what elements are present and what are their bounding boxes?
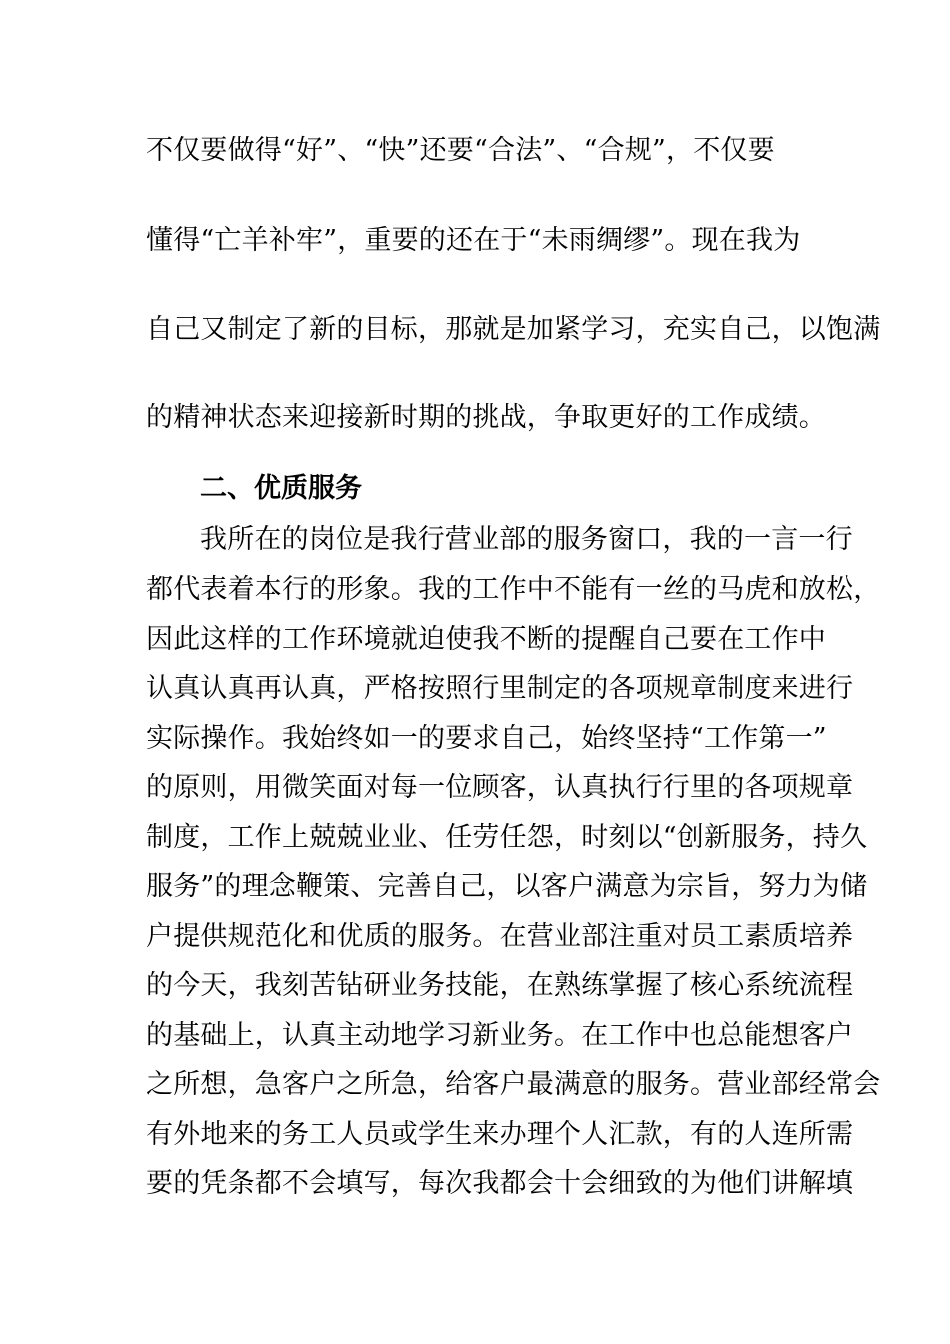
paragraph-line: 有外地来的务工人员或学生来办理个人汇款，有的人连所需 [146,1119,854,1150]
paragraph-line: 之所想，急客户之所急，给客户最满意的服务。营业部经常会 [146,1069,881,1100]
paragraph-line: 制度，工作上兢兢业业、任劳任怨，时刻以“创新服务，持久 [146,822,868,853]
paragraph-line: 要的凭条都不会填写，每次我都会十会细致的为他们讲解填 [146,1168,854,1199]
paragraph-line: 都代表着本行的形象。我的工作中不能有一丝的马虎和放松， [146,574,881,605]
paragraph-line: 服务”的理念鞭策、完善自己，以客户满意为宗旨，努力为储 [146,871,868,902]
section-heading: 二、优质服务 [200,473,362,504]
paragraph-line: 实际操作。我始终如一的要求自己，始终坚持“工作第一” [146,723,827,754]
paragraph-line: 的精神状态来迎接新时期的挑战，争取更好的工作成绩。 [146,402,826,433]
paragraph-line: 的基础上，认真主动地学习新业务。在工作中也总能想客户 [146,1020,854,1051]
paragraph-line: 懂得“亡羊补牢”，重要的还在于“未雨绸缪”。现在我为 [146,225,801,256]
paragraph-line: 的今天，我刻苦钻研业务技能，在熟练掌握了核心系统流程 [146,970,854,1001]
paragraph-line: 不仅要做得“好”、“快”还要“合法”、“合规”，不仅要 [146,135,775,166]
paragraph-line: 我所在的岗位是我行营业部的服务窗口，我的一言一行 [200,524,853,555]
paragraph-line: 认真认真再认真，严格按照行里制定的各项规章制度来进行 [146,673,854,704]
paragraph-line: 自己又制定了新的目标，那就是加紧学习，充实自己，以饱满 [146,314,881,345]
paragraph-line: 的原则，用微笑面对每一位顾客，认真执行行里的各项规章 [146,772,854,803]
paragraph-line: 户提供规范化和优质的服务。在营业部注重对员工素质培养 [146,921,854,952]
paragraph-line: 因此这样的工作环境就迫使我不断的提醒自己要在工作中 [146,624,826,655]
